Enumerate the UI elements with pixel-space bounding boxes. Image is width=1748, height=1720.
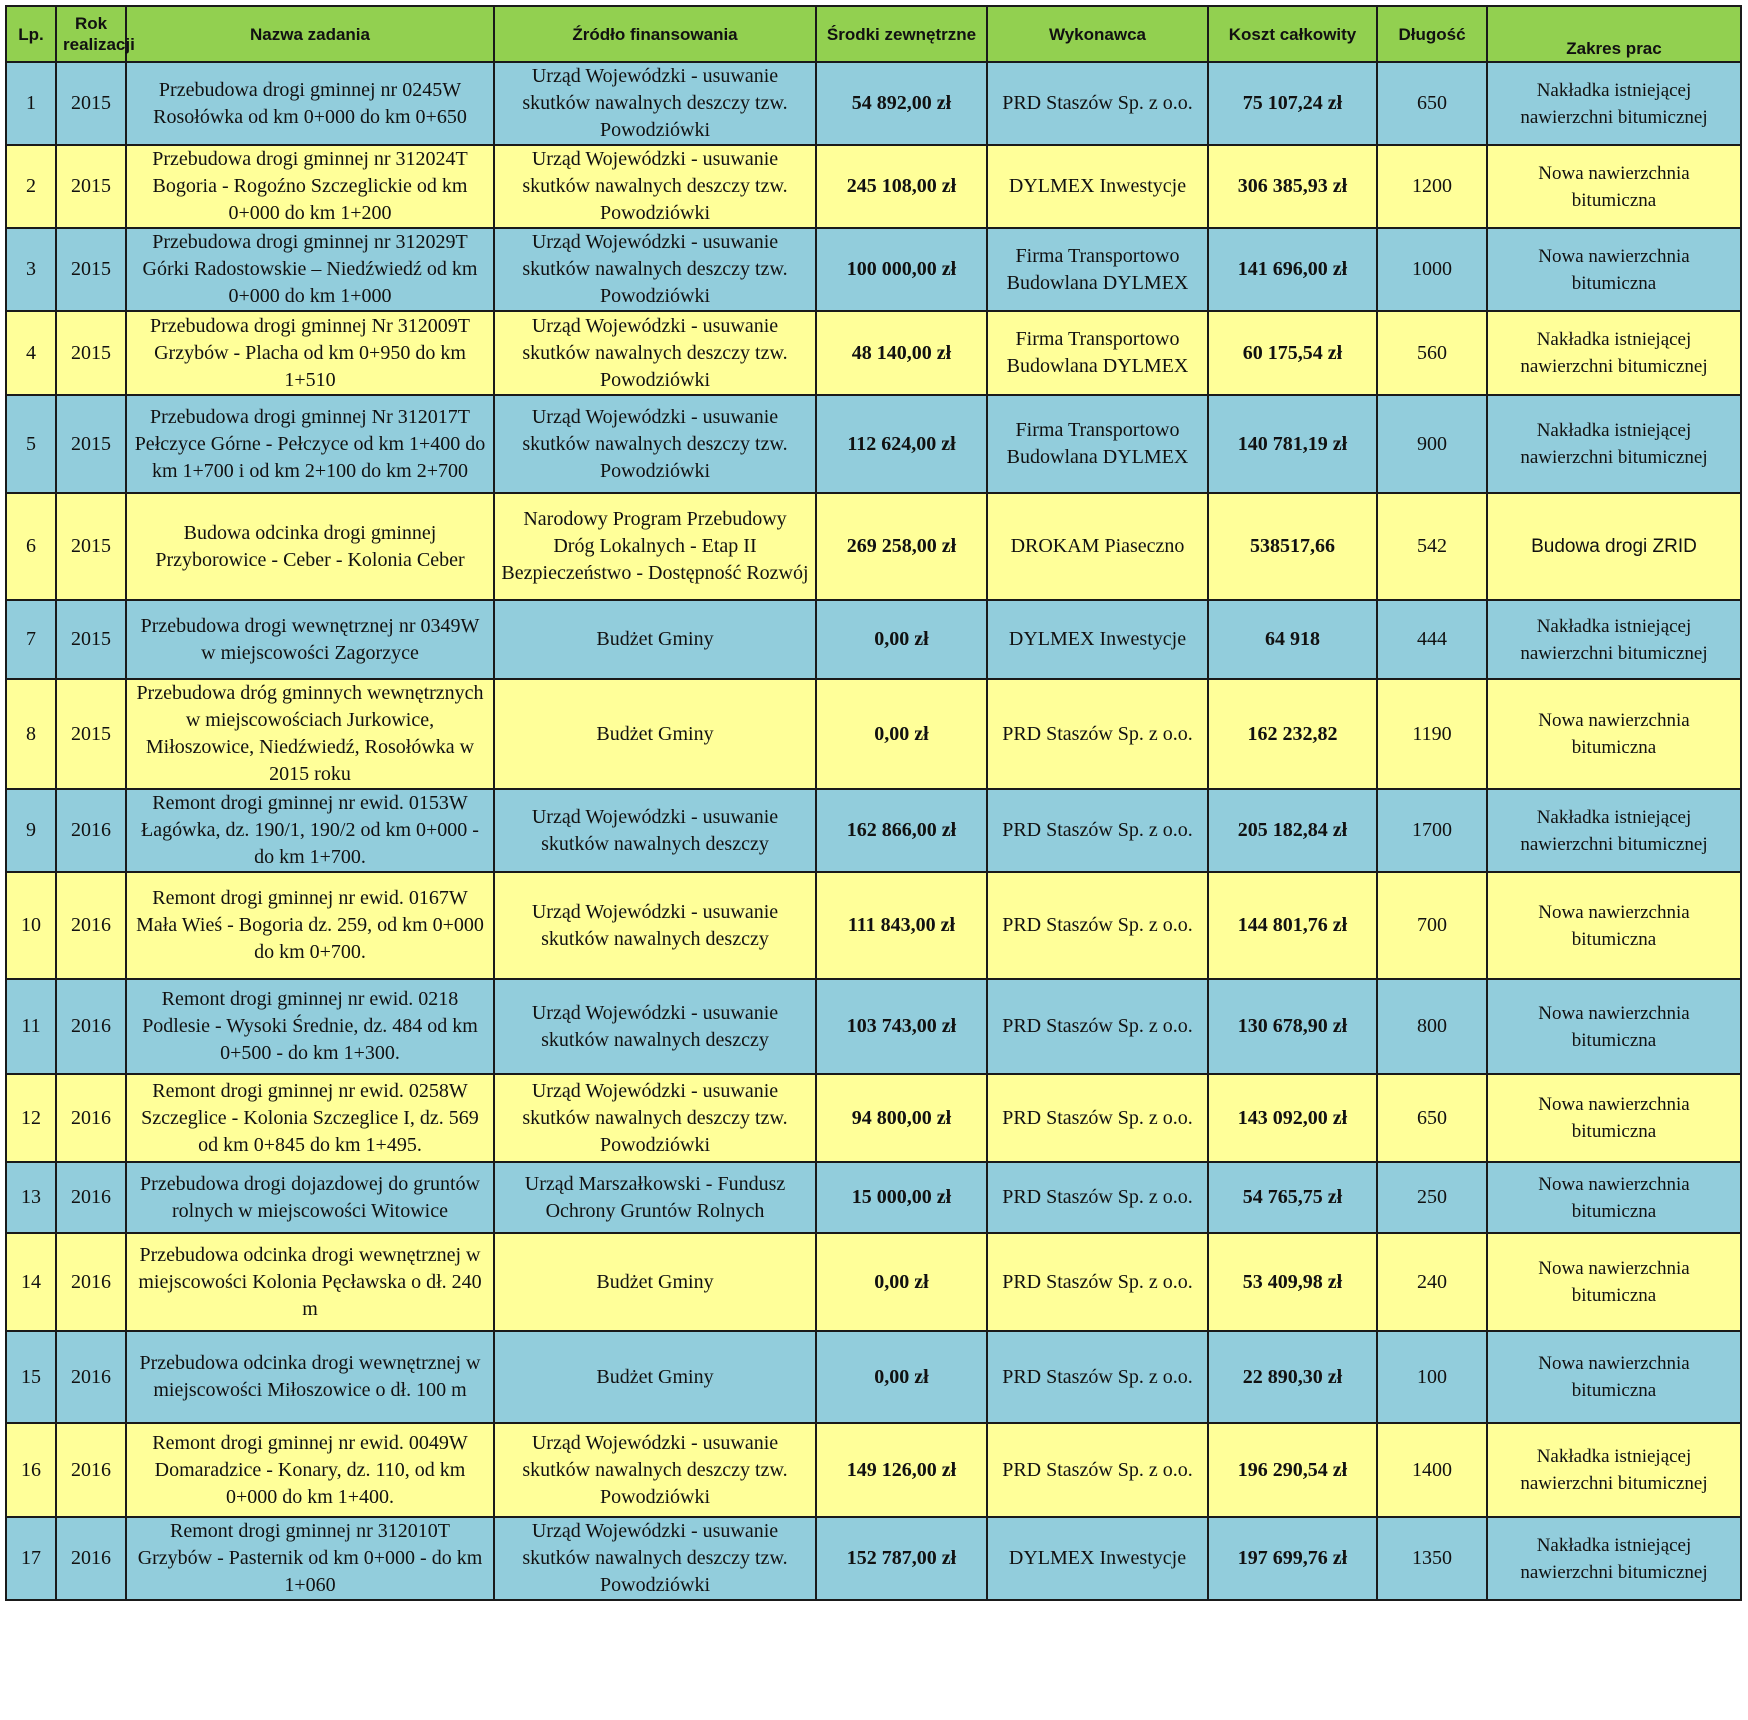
- cell-dlugosc: 1000: [1377, 228, 1487, 311]
- cell-nazwa: Przebudowa drogi gminnej nr 312024T Bogoria - Rogoźno Szczeglickie od km 0+000 do km 1+200: [126, 145, 494, 228]
- column-header-lp: Lp.: [6, 6, 56, 62]
- cell-nazwa: Przebudowa odcinka drogi wewnętrznej w miejscowości Miłoszowice o dł. 100 m: [126, 1331, 494, 1423]
- cell-zrodlo: Budżet Gminy: [494, 600, 816, 679]
- cell-lp: 13: [6, 1162, 56, 1233]
- cell-srodki: 0,00 zł: [816, 600, 987, 679]
- cell-zrodlo: Urząd Wojewódzki - usuwanie skutków nawalnych deszczy: [494, 789, 816, 872]
- cell-koszt: 538517,66: [1208, 493, 1377, 600]
- cell-rok: 2015: [56, 145, 126, 228]
- cell-rok: 2016: [56, 1074, 126, 1162]
- cell-nazwa: Przebudowa drogi wewnętrznej nr 0349W w miejscowości Zagorzyce: [126, 600, 494, 679]
- cell-nazwa: Przebudowa drogi gminnej nr 312029T Górki Radostowskie – Niedźwiedź od km 0+000 do km 1+000: [126, 228, 494, 311]
- table-row: [6, 1233, 1741, 1331]
- cell-zakres: Nakładka istniejącej nawierzchni bitumicznej: [1487, 311, 1741, 395]
- cell-dlugosc: 900: [1377, 395, 1487, 493]
- cell-wykonawca: PRD Staszów Sp. z o.o.: [987, 679, 1208, 789]
- cell-koszt: 53 409,98 zł: [1208, 1233, 1377, 1331]
- table-row: [6, 395, 1741, 493]
- cell-srodki: 111 843,00 zł: [816, 872, 987, 979]
- cell-nazwa: Remont drogi gminnej nr ewid. 0258W Szczeglice - Kolonia Szczeglice I, dz. 569 od km 0+845 do km 1+495.: [126, 1074, 494, 1162]
- cell-dlugosc: 1190: [1377, 679, 1487, 789]
- cell-srodki: 149 126,00 zł: [816, 1423, 987, 1517]
- cell-rok: 2016: [56, 1162, 126, 1233]
- cell-srodki: 15 000,00 zł: [816, 1162, 987, 1233]
- cell-zrodlo: Urząd Wojewódzki - usuwanie skutków nawalnych deszczy tzw. Powodziówki: [494, 228, 816, 311]
- cell-srodki: 245 108,00 zł: [816, 145, 987, 228]
- cell-zakres: Nowa nawierzchnia bitumiczna: [1487, 1162, 1741, 1233]
- cell-wykonawca: PRD Staszów Sp. z o.o.: [987, 1162, 1208, 1233]
- cell-wykonawca: DYLMEX Inwestycje: [987, 1517, 1208, 1600]
- cell-dlugosc: 240: [1377, 1233, 1487, 1331]
- table-row: [6, 872, 1741, 979]
- table-row: [6, 1423, 1741, 1517]
- cell-wykonawca: PRD Staszów Sp. z o.o.: [987, 789, 1208, 872]
- table-row: [6, 679, 1741, 789]
- cell-dlugosc: 800: [1377, 979, 1487, 1074]
- cell-nazwa: Przebudowa drogi gminnej Nr 312009T Grzybów - Placha od km 0+950 do km 1+510: [126, 311, 494, 395]
- cell-dlugosc: 700: [1377, 872, 1487, 979]
- cell-wykonawca: DROKAM Piaseczno: [987, 493, 1208, 600]
- cell-zrodlo: Budżet Gminy: [494, 1233, 816, 1331]
- table-row: [6, 311, 1741, 395]
- cell-zrodlo: Urząd Marszałkowski - Fundusz Ochrony Gruntów Rolnych: [494, 1162, 816, 1233]
- cell-srodki: 100 000,00 zł: [816, 228, 987, 311]
- cell-lp: 10: [6, 872, 56, 979]
- cell-dlugosc: 444: [1377, 600, 1487, 679]
- cell-lp: 11: [6, 979, 56, 1074]
- cell-rok: 2016: [56, 789, 126, 872]
- table-row: [6, 1074, 1741, 1162]
- column-header-rok: Rok realizacji: [56, 6, 126, 62]
- cell-zakres: Nakładka istniejącej nawierzchni bitumicznej: [1487, 62, 1741, 145]
- cell-lp: 1: [6, 62, 56, 145]
- cell-koszt: 75 107,24 zł: [1208, 62, 1377, 145]
- cell-nazwa: Przebudowa drogi gminnej nr 0245W Rosołówka od km 0+000 do km 0+650: [126, 62, 494, 145]
- cell-nazwa: Remont drogi gminnej nr ewid. 0049W Domaradzice - Konary, dz. 110, od km 0+000 do km 1+400.: [126, 1423, 494, 1517]
- cell-rok: 2016: [56, 1517, 126, 1600]
- cell-lp: 16: [6, 1423, 56, 1517]
- column-header-koszt: Koszt całkowity: [1208, 6, 1377, 62]
- cell-lp: 3: [6, 228, 56, 311]
- cell-nazwa: Budowa odcinka drogi gminnej Przyborowice - Ceber - Kolonia Ceber: [126, 493, 494, 600]
- cell-dlugosc: 1400: [1377, 1423, 1487, 1517]
- cell-rok: 2015: [56, 395, 126, 493]
- cell-rok: 2015: [56, 311, 126, 395]
- cell-dlugosc: 650: [1377, 62, 1487, 145]
- table-row: [6, 979, 1741, 1074]
- cell-wykonawca: DYLMEX Inwestycje: [987, 145, 1208, 228]
- cell-rok: 2016: [56, 1423, 126, 1517]
- cell-zrodlo: Narodowy Program Przebudowy Dróg Lokalnych - Etap II Bezpieczeństwo - Dostępność Rozwój: [494, 493, 816, 600]
- cell-lp: 8: [6, 679, 56, 789]
- cell-wykonawca: Firma Transportowo Budowlana DYLMEX: [987, 311, 1208, 395]
- cell-wykonawca: PRD Staszów Sp. z o.o.: [987, 1423, 1208, 1517]
- table-row: [6, 600, 1741, 679]
- cell-wykonawca: Firma Transportowo Budowlana DYLMEX: [987, 228, 1208, 311]
- cell-dlugosc: 100: [1377, 1331, 1487, 1423]
- cell-nazwa: Remont drogi gminnej nr 312010T Grzybów - Pasternik od km 0+000 - do km 1+060: [126, 1517, 494, 1600]
- cell-rok: 2016: [56, 979, 126, 1074]
- cell-zrodlo: Budżet Gminy: [494, 679, 816, 789]
- cell-koszt: 141 696,00 zł: [1208, 228, 1377, 311]
- table-row: [6, 1162, 1741, 1233]
- projects-table: [5, 5, 1742, 1601]
- cell-zakres: Nakładka istniejącej nawierzchni bitumicznej: [1487, 1517, 1741, 1600]
- cell-nazwa: Przebudowa dróg gminnych wewnętrznych w miejscowościach Jurkowice, Miłoszowice, Niedźwiedź, Rosołówka w 2015 roku: [126, 679, 494, 789]
- cell-lp: 15: [6, 1331, 56, 1423]
- cell-koszt: 60 175,54 zł: [1208, 311, 1377, 395]
- cell-lp: 4: [6, 311, 56, 395]
- cell-srodki: 103 743,00 zł: [816, 979, 987, 1074]
- cell-wykonawca: PRD Staszów Sp. z o.o.: [987, 1233, 1208, 1331]
- cell-zakres: Nowa nawierzchnia bitumiczna: [1487, 1233, 1741, 1331]
- column-header-zrodlo: Źródło finansowania: [494, 6, 816, 62]
- cell-srodki: 152 787,00 zł: [816, 1517, 987, 1600]
- column-header-wykonawca: Wykonawca: [987, 6, 1208, 62]
- table-row: [6, 1331, 1741, 1423]
- cell-lp: 2: [6, 145, 56, 228]
- header-row: [6, 6, 1741, 62]
- cell-koszt: 22 890,30 zł: [1208, 1331, 1377, 1423]
- cell-zrodlo: Urząd Wojewódzki - usuwanie skutków nawalnych deszczy tzw. Powodziówki: [494, 1423, 816, 1517]
- cell-zrodlo: Urząd Wojewódzki - usuwanie skutków nawalnych deszczy tzw. Powodziówki: [494, 311, 816, 395]
- cell-zakres: Nowa nawierzchnia bitumiczna: [1487, 228, 1741, 311]
- table-row: [6, 228, 1741, 311]
- cell-wykonawca: DYLMEX Inwestycje: [987, 600, 1208, 679]
- table-row: [6, 145, 1741, 228]
- cell-rok: 2016: [56, 872, 126, 979]
- cell-koszt: 205 182,84 zł: [1208, 789, 1377, 872]
- table-row: [6, 62, 1741, 145]
- column-header-dlugosc: Długość: [1377, 6, 1487, 62]
- cell-zakres: Nowa nawierzchnia bitumiczna: [1487, 1074, 1741, 1162]
- cell-dlugosc: 560: [1377, 311, 1487, 395]
- cell-nazwa: Przebudowa drogi gminnej Nr 312017T Pełczyce Górne - Pełczyce od km 1+400 do km 1+700 i od km 2+100 do km 2+700: [126, 395, 494, 493]
- cell-dlugosc: 650: [1377, 1074, 1487, 1162]
- cell-zakres: Nowa nawierzchnia bitumiczna: [1487, 1331, 1741, 1423]
- cell-zrodlo: Urząd Wojewódzki - usuwanie skutków nawalnych deszczy tzw. Powodziówki: [494, 1074, 816, 1162]
- cell-zakres: Nakładka istniejącej nawierzchni bitumicznej: [1487, 1423, 1741, 1517]
- column-header-nazwa: Nazwa zadania: [126, 6, 494, 62]
- cell-zakres: Budowa drogi ZRID: [1487, 493, 1741, 600]
- cell-wykonawca: PRD Staszów Sp. z o.o.: [987, 1074, 1208, 1162]
- cell-zrodlo: Budżet Gminy: [494, 1331, 816, 1423]
- table-row: [6, 493, 1741, 600]
- cell-zakres: Nowa nawierzchnia bitumiczna: [1487, 979, 1741, 1074]
- cell-lp: 5: [6, 395, 56, 493]
- cell-zakres: Nakładka istniejącej nawierzchni bitumicznej: [1487, 395, 1741, 493]
- cell-rok: 2015: [56, 600, 126, 679]
- cell-lp: 12: [6, 1074, 56, 1162]
- cell-koszt: 144 801,76 zł: [1208, 872, 1377, 979]
- cell-lp: 17: [6, 1517, 56, 1600]
- cell-zrodlo: Urząd Wojewódzki - usuwanie skutków nawalnych deszczy tzw. Powodziówki: [494, 395, 816, 493]
- cell-wykonawca: PRD Staszów Sp. z o.o.: [987, 872, 1208, 979]
- cell-wykonawca: PRD Staszów Sp. z o.o.: [987, 1331, 1208, 1423]
- cell-koszt: 54 765,75 zł: [1208, 1162, 1377, 1233]
- cell-dlugosc: 1200: [1377, 145, 1487, 228]
- cell-koszt: 143 092,00 zł: [1208, 1074, 1377, 1162]
- cell-zakres: Nakładka istniejącej nawierzchni bitumicznej: [1487, 600, 1741, 679]
- cell-srodki: 0,00 zł: [816, 1331, 987, 1423]
- cell-zakres: Nowa nawierzchnia bitumiczna: [1487, 679, 1741, 789]
- cell-lp: 6: [6, 493, 56, 600]
- cell-koszt: 130 678,90 zł: [1208, 979, 1377, 1074]
- column-header-srodki: Środki zewnętrzne: [816, 6, 987, 62]
- cell-dlugosc: 542: [1377, 493, 1487, 600]
- column-header-zakres: Zakres prac: [1487, 6, 1741, 62]
- cell-nazwa: Remont drogi gminnej nr ewid. 0218 Podlesie - Wysoki Średnie, dz. 484 od km 0+500 - do km 1+300.: [126, 979, 494, 1074]
- cell-nazwa: Przebudowa odcinka drogi wewnętrznej w miejscowości Kolonia Pęcławska o dł. 240 m: [126, 1233, 494, 1331]
- cell-srodki: 94 800,00 zł: [816, 1074, 987, 1162]
- cell-rok: 2015: [56, 493, 126, 600]
- cell-nazwa: Remont drogi gminnej nr ewid. 0167W Mała Wieś - Bogoria dz. 259, od km 0+000 do km 0+700.: [126, 872, 494, 979]
- cell-srodki: 112 624,00 zł: [816, 395, 987, 493]
- cell-koszt: 197 699,76 zł: [1208, 1517, 1377, 1600]
- cell-lp: 14: [6, 1233, 56, 1331]
- cell-zrodlo: Urząd Wojewódzki - usuwanie skutków nawalnych deszczy tzw. Powodziówki: [494, 145, 816, 228]
- cell-nazwa: Przebudowa drogi dojazdowej do gruntów rolnych w miejscowości Witowice: [126, 1162, 494, 1233]
- cell-lp: 7: [6, 600, 56, 679]
- cell-srodki: 0,00 zł: [816, 1233, 987, 1331]
- table-row: [6, 789, 1741, 872]
- cell-zakres: Nowa nawierzchnia bitumiczna: [1487, 872, 1741, 979]
- cell-wykonawca: PRD Staszów Sp. z o.o.: [987, 979, 1208, 1074]
- cell-dlugosc: 1700: [1377, 789, 1487, 872]
- cell-srodki: 162 866,00 zł: [816, 789, 987, 872]
- cell-srodki: 0,00 zł: [816, 679, 987, 789]
- cell-rok: 2016: [56, 1233, 126, 1331]
- cell-rok: 2015: [56, 679, 126, 789]
- cell-srodki: 48 140,00 zł: [816, 311, 987, 395]
- table-row: [6, 1517, 1741, 1600]
- cell-wykonawca: PRD Staszów Sp. z o.o.: [987, 62, 1208, 145]
- cell-zrodlo: Urząd Wojewódzki - usuwanie skutków nawalnych deszczy tzw. Powodziówki: [494, 62, 816, 145]
- cell-srodki: 269 258,00 zł: [816, 493, 987, 600]
- cell-srodki: 54 892,00 zł: [816, 62, 987, 145]
- cell-zrodlo: Urząd Wojewódzki - usuwanie skutków nawalnych deszczy: [494, 979, 816, 1074]
- cell-koszt: 64 918: [1208, 600, 1377, 679]
- cell-rok: 2015: [56, 62, 126, 145]
- cell-koszt: 162 232,82: [1208, 679, 1377, 789]
- cell-nazwa: Remont drogi gminnej nr ewid. 0153W Łagówka, dz. 190/1, 190/2 od km 0+000 - do km 1+700.: [126, 789, 494, 872]
- cell-dlugosc: 1350: [1377, 1517, 1487, 1600]
- cell-koszt: 306 385,93 zł: [1208, 145, 1377, 228]
- cell-dlugosc: 250: [1377, 1162, 1487, 1233]
- cell-zakres: Nakładka istniejącej nawierzchni bitumicznej: [1487, 789, 1741, 872]
- cell-koszt: 140 781,19 zł: [1208, 395, 1377, 493]
- cell-rok: 2015: [56, 228, 126, 311]
- cell-wykonawca: Firma Transportowo Budowlana DYLMEX: [987, 395, 1208, 493]
- cell-zrodlo: Urząd Wojewódzki - usuwanie skutków nawalnych deszczy: [494, 872, 816, 979]
- cell-koszt: 196 290,54 zł: [1208, 1423, 1377, 1517]
- cell-lp: 9: [6, 789, 56, 872]
- cell-zrodlo: Urząd Wojewódzki - usuwanie skutków nawalnych deszczy tzw. Powodziówki: [494, 1517, 816, 1600]
- cell-rok: 2016: [56, 1331, 126, 1423]
- cell-zakres: Nowa nawierzchnia bitumiczna: [1487, 145, 1741, 228]
